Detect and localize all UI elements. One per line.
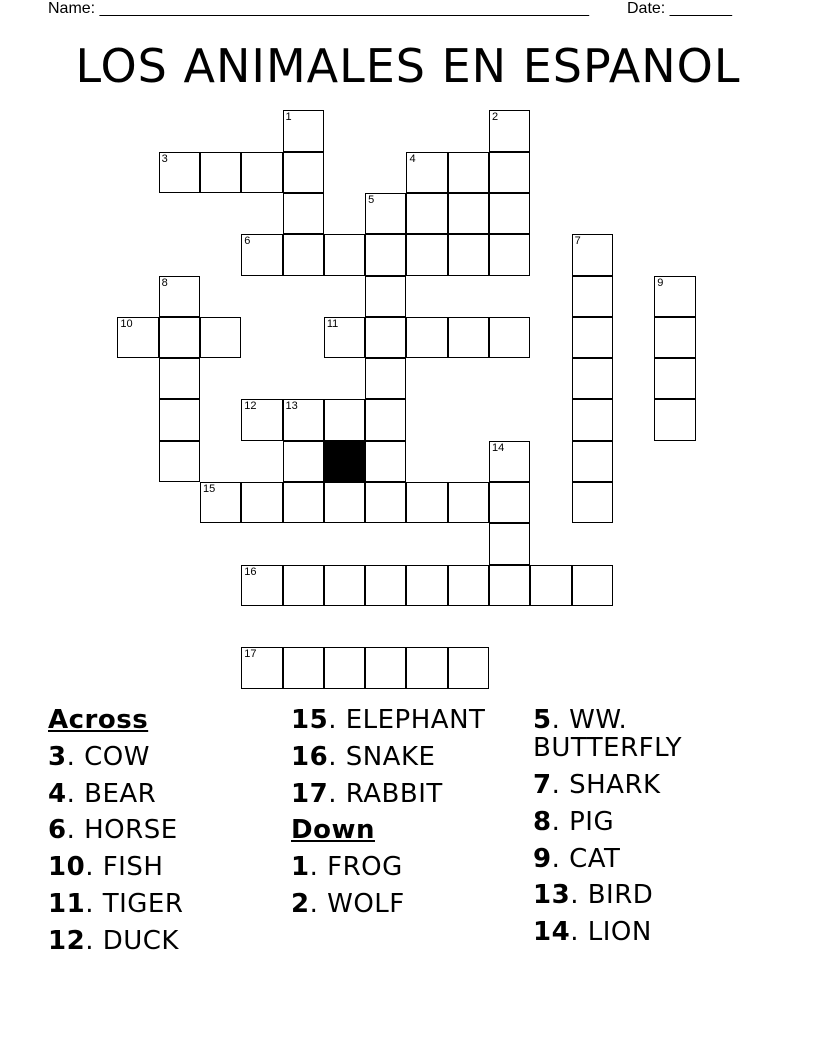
cell-number: 2 [492,111,499,124]
across-heading: Across [48,705,149,735]
clue-text: FROG [327,852,403,883]
grid-cell[interactable] [159,276,200,317]
clue-separator: . [570,917,588,948]
grid-cell[interactable] [489,523,530,564]
clue-item [48,923,298,960]
clue-item [533,841,733,878]
grid-cell[interactable] [406,647,447,688]
grid-cell[interactable] [117,317,158,358]
clue-separator: . [85,852,103,883]
grid-cell[interactable] [241,152,282,193]
grid-cell[interactable] [159,358,200,399]
down-heading: Down [291,815,375,846]
grid-cell[interactable] [489,193,530,234]
puzzle-title: LOS ANIMALES EN ESPANOL [75,39,741,93]
clue-number: 3 [48,741,67,772]
clue-separator: . [309,888,328,919]
grid-cell[interactable] [489,565,530,606]
grid-cell[interactable] [324,317,365,358]
grid-cell[interactable] [283,647,324,688]
grid-cell[interactable] [159,399,200,440]
grid-cell[interactable] [241,647,282,688]
grid-cell[interactable] [200,152,241,193]
grid-cell[interactable] [324,482,365,523]
grid-cell[interactable] [200,317,241,358]
clue-text: LION [587,917,652,948]
clue-number: 16 [291,741,329,772]
grid-cell[interactable] [489,110,530,151]
grid-cell[interactable] [489,317,530,358]
date-line[interactable]: Date: _______ [627,0,732,17]
grid-cell[interactable] [530,565,571,606]
grid-cell[interactable] [406,193,447,234]
clue-column-1 [48,702,298,960]
clue-separator: . [551,770,570,800]
grid-cell[interactable] [324,399,365,440]
grid-cell[interactable] [572,234,613,275]
clue-item [291,702,541,739]
cell-number: 8 [161,276,168,289]
grid-cell[interactable] [654,399,695,440]
grid-cell[interactable] [283,193,324,234]
clue-item [533,877,733,914]
grid-cell[interactable] [241,565,282,606]
grid-cell[interactable] [283,234,324,275]
clue-item [291,886,541,923]
clue-item [291,776,541,813]
cell-number: 15 [202,483,216,496]
grid-cell[interactable] [283,565,324,606]
clue-item [533,702,733,767]
grid-cell[interactable] [654,358,695,399]
clue-separator: . [551,843,570,874]
clue-number: 7 [533,770,552,800]
clue-item [48,776,298,813]
clue-text: RABBIT [345,778,443,809]
grid-cell[interactable] [406,152,447,193]
clue-number: 14 [533,917,571,948]
clue-number: 10 [48,852,86,883]
clue-number: 1 [291,852,310,883]
grid-cell[interactable] [448,317,489,358]
grid-cell[interactable] [365,441,406,482]
grid-cell[interactable] [365,482,406,523]
grid-cell[interactable] [241,234,282,275]
clue-separator: . [570,880,588,911]
name-line[interactable]: Name: _______________________________________________________ [48,0,589,17]
clue-text: DUCK [102,925,179,956]
clue-text: ELEPHANT [345,705,486,735]
clue-number: 5 [533,705,552,735]
grid-cell[interactable] [448,647,489,688]
cell-number: 3 [161,152,168,165]
clue-separator: . [328,778,346,809]
cell-number: 7 [574,235,581,248]
grid-cell[interactable] [365,317,406,358]
clue-item [533,914,733,951]
clue-text: SHARK [569,770,661,800]
grid-cell[interactable] [283,482,324,523]
clue-item [291,849,541,886]
grid-cell[interactable] [448,565,489,606]
cell-number: 6 [244,235,251,248]
grid-cell[interactable] [572,358,613,399]
grid-cell[interactable] [365,647,406,688]
grid-cell[interactable] [572,399,613,440]
cell-number: 9 [657,276,664,289]
grid-cell[interactable] [365,358,406,399]
clue-number: 8 [533,806,552,837]
cell-number: 4 [409,152,416,165]
clue-column-3 [533,702,733,951]
clue-item [48,739,298,776]
clue-text: WW. BUTTERFLY [533,705,683,763]
clue-text: SNAKE [345,741,436,772]
clue-number: 15 [291,705,329,735]
grid-cell[interactable] [489,152,530,193]
cell-number: 1 [285,111,292,124]
clue-number: 2 [291,888,310,919]
clue-number: 11 [48,888,86,919]
clue-text: HORSE [84,815,178,846]
grid-cell[interactable] [572,482,613,523]
grid-cell[interactable] [324,234,365,275]
grid-cell[interactable] [406,234,447,275]
clue-item [291,739,541,776]
clue-separator: . [328,741,346,772]
black-square [324,441,365,482]
cell-number: 14 [492,441,505,454]
clue-text: CAT [569,843,621,874]
clue-item [48,849,298,886]
clue-text: COW [84,741,150,772]
cell-number: 17 [244,648,257,661]
clue-number: 13 [533,880,571,911]
grid-cell[interactable] [406,482,447,523]
grid-cell[interactable] [283,441,324,482]
grid-cell[interactable] [654,317,695,358]
cell-number: 5 [368,193,375,206]
grid-cell[interactable] [572,317,613,358]
grid-cell[interactable] [283,399,324,440]
clue-separator: . [66,778,85,809]
clue-text: BIRD [587,880,654,911]
grid-cell[interactable] [489,441,530,482]
cell-number: 12 [244,400,257,413]
grid-cell[interactable] [489,482,530,523]
grid-cell[interactable] [241,482,282,523]
clue-separator: . [66,741,85,772]
grid-cell[interactable] [448,482,489,523]
clue-number: 17 [291,778,329,809]
clue-text: TIGER [102,888,184,919]
grid-cell[interactable] [572,441,613,482]
clue-separator: . [85,925,103,956]
grid-cell[interactable] [365,399,406,440]
grid-cell[interactable] [159,317,200,358]
clue-separator: . [551,806,570,837]
grid-cell[interactable] [159,441,200,482]
grid-cell[interactable] [489,234,530,275]
clue-number: 9 [533,843,552,874]
grid-cell[interactable] [448,193,489,234]
clue-text: FISH [102,852,164,883]
clue-text: PIG [569,806,615,837]
clue-separator: . [309,852,328,883]
grid-cell[interactable] [572,565,613,606]
clue-item [533,804,733,841]
grid-cell[interactable] [365,234,406,275]
grid-cell[interactable] [324,565,365,606]
grid-cell[interactable] [654,276,695,317]
clue-text: WOLF [327,888,405,919]
clue-number: 12 [48,925,86,956]
clue-item [48,812,298,849]
clue-column-2 [291,702,541,923]
cell-number: 13 [285,400,298,413]
grid-cell[interactable] [572,276,613,317]
grid-cell[interactable] [324,647,365,688]
clue-text: BEAR [84,778,157,809]
clue-number: 4 [48,778,67,809]
grid-cell[interactable] [365,565,406,606]
grid-cell[interactable] [406,565,447,606]
grid-cell[interactable] [365,193,406,234]
cell-number: 10 [120,317,133,330]
grid-cell[interactable] [283,110,324,151]
clue-item [48,886,298,923]
clue-separator: . [328,705,346,735]
grid-cell[interactable] [241,399,282,440]
cell-number: 11 [326,317,339,330]
cell-number: 16 [244,565,257,578]
clue-item [533,767,733,804]
clue-separator: . [66,815,85,846]
grid-cell[interactable] [200,482,241,523]
grid-cell[interactable] [406,317,447,358]
grid-cell[interactable] [159,152,200,193]
clue-separator: . [551,705,570,735]
grid-cell[interactable] [365,276,406,317]
grid-cell[interactable] [448,152,489,193]
grid-cell[interactable] [448,234,489,275]
clue-number: 6 [48,815,67,846]
grid-cell[interactable] [283,152,324,193]
clue-separator: . [85,888,103,919]
